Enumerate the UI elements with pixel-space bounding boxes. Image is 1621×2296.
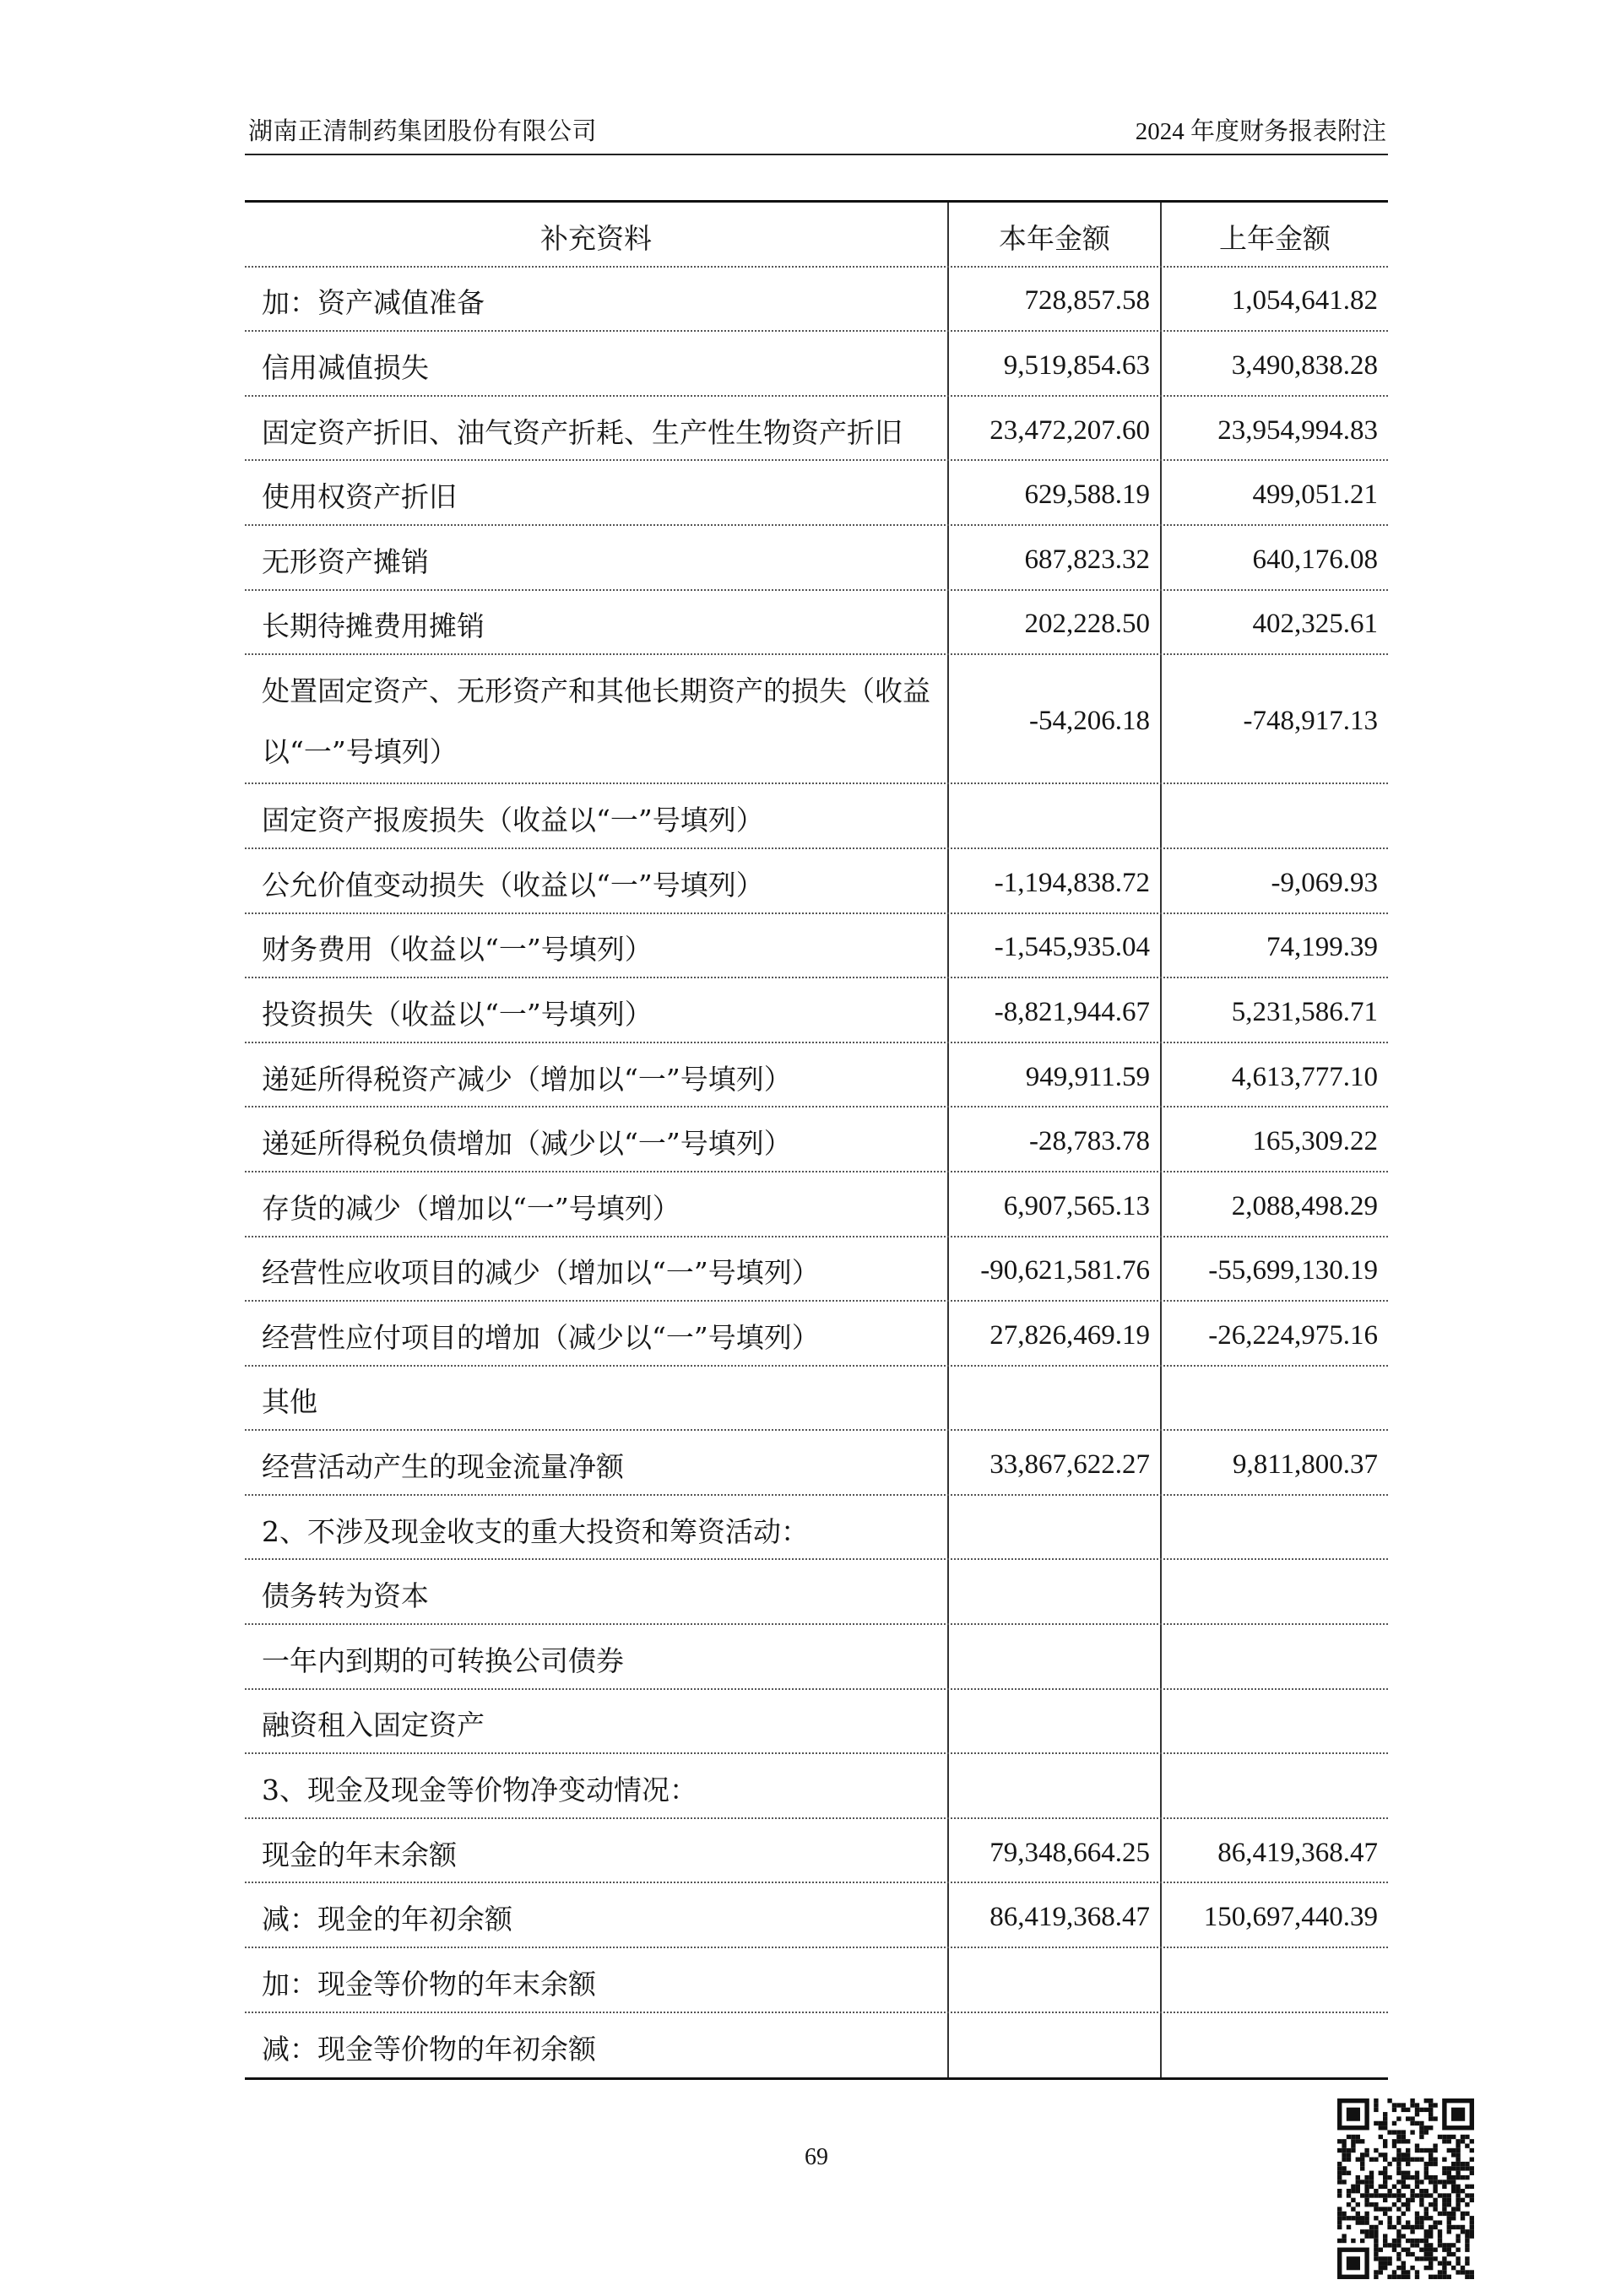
row-item-label: 财务费用（收益以“一”号填列） xyxy=(262,933,653,967)
row-item-label: 存货的减少（增加以“一”号填列） xyxy=(262,1191,680,1225)
table-row xyxy=(245,1302,1388,1367)
table-row xyxy=(245,397,1388,462)
prior-year-amount xyxy=(1160,784,1388,847)
current-year-amount xyxy=(947,1948,1160,2012)
prior-year-amount: 23,954,994.83 xyxy=(1160,397,1388,460)
row-item-label: 投资损失（收益以“一”号填列） xyxy=(262,997,653,1031)
supplementary-info-table xyxy=(245,200,1388,2080)
prior-year-amount: 1,054,641.82 xyxy=(1160,268,1388,331)
row-item-cell xyxy=(245,397,947,460)
row-item-cell xyxy=(245,849,947,912)
table-row xyxy=(245,461,1388,526)
row-item-label: 递延所得税资产减少（增加以“一”号填列） xyxy=(262,1062,792,1096)
table-row xyxy=(245,849,1388,914)
row-item-cell xyxy=(245,332,947,395)
prior-year-amount xyxy=(1160,1625,1388,1688)
document-title: 2024 年度财务报表附注 xyxy=(1135,118,1386,145)
prior-year-amount: -9,069.93 xyxy=(1160,849,1388,912)
prior-year-amount: 150,697,440.39 xyxy=(1160,1883,1388,1947)
prior-year-amount xyxy=(1160,1754,1388,1817)
row-item-label: 固定资产折旧、油气资产折耗、生产性生物资产折旧 xyxy=(262,415,903,449)
row-item-cell xyxy=(245,1496,947,1559)
table-row xyxy=(245,1754,1388,1819)
table-row xyxy=(245,914,1388,979)
row-item-label: 经营活动产生的现金流量净额 xyxy=(262,1450,624,1484)
table-row xyxy=(245,1948,1388,2013)
table-row xyxy=(245,2013,1388,2078)
row-item-label: 经营性应收项目的减少（增加以“一”号填列） xyxy=(262,1256,820,1290)
company-name: 湖南正清制药集团股份有限公司 xyxy=(248,116,598,145)
prior-year-amount: 640,176.08 xyxy=(1160,526,1388,589)
row-item-cell xyxy=(245,1172,947,1236)
current-year-amount: -1,545,935.04 xyxy=(947,914,1160,977)
row-item-cell xyxy=(245,1302,947,1365)
current-year-amount: -90,621,581.76 xyxy=(947,1237,1160,1301)
row-item-label: 递延所得税负债增加（减少以“一”号填列） xyxy=(262,1127,792,1161)
table-row xyxy=(245,1237,1388,1302)
row-item-cell xyxy=(245,1625,947,1688)
table-row xyxy=(245,978,1388,1043)
prior-year-amount: 5,231,586.71 xyxy=(1160,978,1388,1042)
current-year-amount: 23,472,207.60 xyxy=(947,397,1160,460)
row-item-cell xyxy=(245,978,947,1042)
current-year-amount: 27,826,469.19 xyxy=(947,1302,1160,1365)
row-item-label: 减：现金的年初余额 xyxy=(262,1903,512,1936)
row-item-cell xyxy=(245,526,947,589)
table-row xyxy=(245,784,1388,849)
current-year-amount: -28,783.78 xyxy=(947,1107,1160,1171)
current-year-amount: 687,823.32 xyxy=(947,526,1160,589)
table-row xyxy=(245,1367,1388,1432)
row-item-cell xyxy=(245,1690,947,1753)
prior-year-amount xyxy=(1160,2013,1388,2078)
row-item-cell xyxy=(245,914,947,977)
table-row xyxy=(245,1819,1388,1884)
row-item-cell xyxy=(245,1107,947,1171)
current-year-amount xyxy=(947,1625,1160,1688)
row-item-cell xyxy=(245,1237,947,1301)
prior-year-amount: 86,419,368.47 xyxy=(1160,1819,1388,1882)
row-item-cell xyxy=(245,1560,947,1623)
current-year-amount xyxy=(947,1754,1160,1817)
prior-year-amount xyxy=(1160,1560,1388,1623)
current-year-amount: -1,194,838.72 xyxy=(947,849,1160,912)
current-year-amount: 9,519,854.63 xyxy=(947,332,1160,395)
row-item-cell xyxy=(245,461,947,524)
table-row xyxy=(245,1883,1388,1948)
current-year-amount: 79,348,664.25 xyxy=(947,1819,1160,1882)
row-item-label: 融资租入固定资产 xyxy=(262,1708,485,1742)
row-item-cell xyxy=(245,1819,947,1882)
table-row xyxy=(245,1560,1388,1625)
table-header-row xyxy=(245,203,1388,268)
current-year-amount xyxy=(947,1496,1160,1559)
prior-year-amount: 165,309.22 xyxy=(1160,1107,1388,1171)
table-row xyxy=(245,1107,1388,1172)
current-year-amount: 6,907,565.13 xyxy=(947,1172,1160,1236)
prior-year-amount xyxy=(1160,1496,1388,1559)
row-item-label: 固定资产报废损失（收益以“一”号填列） xyxy=(262,804,764,837)
current-year-amount: -8,821,944.67 xyxy=(947,978,1160,1042)
row-item-label: 经营性应付项目的增加（减少以“一”号填列） xyxy=(262,1320,820,1354)
table-row xyxy=(245,1625,1388,1690)
row-item-label: 处置固定资产、无形资产和其他长期资产的损失（收益以“一”号填列） xyxy=(262,674,930,768)
table-row xyxy=(245,1496,1388,1561)
table-row xyxy=(245,1172,1388,1237)
table-row xyxy=(245,1431,1388,1496)
current-year-amount: 202,228.50 xyxy=(947,591,1160,654)
column-header-prior-year: 上年金额 xyxy=(1160,203,1388,266)
prior-year-amount xyxy=(1160,1367,1388,1430)
row-item-label: 加：现金等价物的年末余额 xyxy=(262,1967,596,2001)
page-number: 69 xyxy=(805,2144,828,2170)
row-item-cell xyxy=(245,1431,947,1494)
current-year-amount xyxy=(947,784,1160,847)
row-item-cell xyxy=(245,1367,947,1430)
page-header xyxy=(245,113,1388,155)
row-item-cell xyxy=(245,1043,947,1107)
row-item-label: 加：资产减值准备 xyxy=(262,286,485,320)
row-item-label: 使用权资产折旧 xyxy=(262,480,457,514)
prior-year-amount xyxy=(1160,1690,1388,1753)
table-row xyxy=(245,1043,1388,1108)
row-item-label: 一年内到期的可转换公司债券 xyxy=(262,1643,624,1677)
row-item-cell xyxy=(245,1883,947,1947)
row-item-label: 现金的年末余额 xyxy=(262,1838,457,1871)
row-item-label: 无形资产摊销 xyxy=(262,544,429,578)
column-header-current-year: 本年金额 xyxy=(947,203,1160,266)
row-item-cell xyxy=(245,1948,947,2012)
current-year-amount: 728,857.58 xyxy=(947,268,1160,331)
row-item-label: 3、现金及现金等价物净变动情况： xyxy=(262,1773,697,1807)
qr-code-icon xyxy=(1337,2098,1474,2279)
prior-year-amount: 499,051.21 xyxy=(1160,461,1388,524)
current-year-amount: 86,419,368.47 xyxy=(947,1883,1160,1947)
current-year-amount xyxy=(947,1690,1160,1753)
prior-year-amount: -748,917.13 xyxy=(1160,655,1388,782)
row-item-label: 2、不涉及现金收支的重大投资和筹资活动： xyxy=(262,1514,809,1548)
table-row xyxy=(245,526,1388,591)
row-item-cell xyxy=(245,784,947,847)
current-year-amount: 629,588.19 xyxy=(947,461,1160,524)
prior-year-amount: 9,811,800.37 xyxy=(1160,1431,1388,1494)
current-year-amount xyxy=(947,1367,1160,1430)
table-row xyxy=(245,591,1388,656)
prior-year-amount: 2,088,498.29 xyxy=(1160,1172,1388,1236)
current-year-amount: 949,911.59 xyxy=(947,1043,1160,1107)
table-row xyxy=(245,332,1388,397)
current-year-amount xyxy=(947,2013,1160,2078)
prior-year-amount: 74,199.39 xyxy=(1160,914,1388,977)
prior-year-amount xyxy=(1160,1948,1388,2012)
current-year-amount xyxy=(947,1560,1160,1623)
row-item-label: 其他 xyxy=(262,1385,317,1419)
prior-year-amount: 4,613,777.10 xyxy=(1160,1043,1388,1107)
row-item-cell xyxy=(245,655,947,782)
table-row xyxy=(245,1690,1388,1755)
row-item-label: 长期待摊费用摊销 xyxy=(262,609,485,643)
column-header-item: 补充资料 xyxy=(540,221,652,255)
row-item-cell xyxy=(245,591,947,654)
current-year-amount: -54,206.18 xyxy=(947,655,1160,782)
row-item-cell xyxy=(245,1754,947,1817)
prior-year-amount: 3,490,838.28 xyxy=(1160,332,1388,395)
row-item-label: 减：现金等价物的年初余额 xyxy=(262,2033,596,2066)
prior-year-amount: 402,325.61 xyxy=(1160,591,1388,654)
row-item-label: 信用减值损失 xyxy=(262,350,429,384)
row-item-label: 债务转为资本 xyxy=(262,1579,429,1613)
row-item-cell xyxy=(245,2013,947,2078)
table-row xyxy=(245,268,1388,333)
row-item-label: 公允价值变动损失（收益以“一”号填列） xyxy=(262,868,764,902)
prior-year-amount: -26,224,975.16 xyxy=(1160,1302,1388,1365)
prior-year-amount: -55,699,130.19 xyxy=(1160,1237,1388,1301)
table-row xyxy=(245,655,1388,784)
current-year-amount: 33,867,622.27 xyxy=(947,1431,1160,1494)
row-item-cell xyxy=(245,268,947,331)
